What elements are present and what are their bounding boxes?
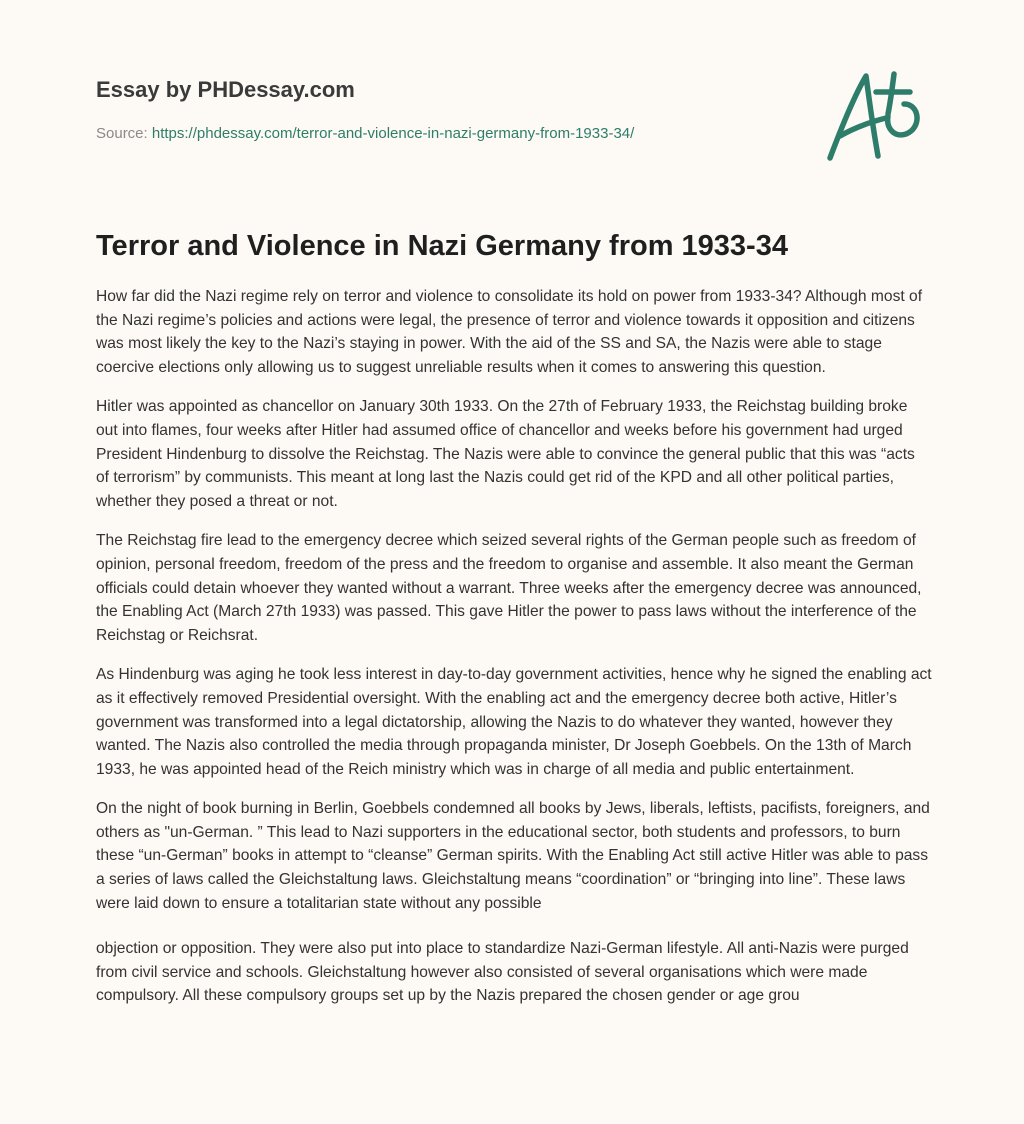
essay-paragraph: How far did the Nazi regime rely on terror and violence to consolidate its hold on power from 1933-34? Although most of the Nazi regime’s policies and actions were legal, the presence of terror and violence towards it opposition and citizens was most likely the key to the Nazi’s staying in power. With the aid of the SS and SA, the Nazis were able to stage coercive elections only allowing us to suggest unreliable results when it comes to answering this question. — [96, 288, 923, 376]
essay-header — [96, 76, 796, 144]
essay-paragraph: Hitler was appointed as chancellor on January 30th 1933. On the 27th of February 1933, the Reichstag building broke out into flames, four weeks after Hitler had assumed office of chancellor and weeks before his government had urged President Hindenburg to dissolve the Reichstag. The Nazis were able to convince the general public that this was “acts of terrorism” by communists. This meant at long last the Nazis could get rid of the KPD and all other political parties, whether they posed a threat or not. — [96, 398, 915, 510]
source-label: Source: — [96, 125, 152, 142]
site-brand: Essay by PHDessay.com — [96, 77, 355, 102]
a-plus-grade-icon — [820, 66, 930, 166]
source-link[interactable]: https://phdessay.com/terror-and-violence-in-nazi-germany-from-1933-34/ — [151, 125, 635, 142]
source-line — [96, 124, 796, 144]
essay-title: Terror and Violence in Nazi Germany from 1933-34 — [96, 230, 788, 262]
essay-paragraph: objection or opposition. They were also put into place to standardize Nazi-German lifestyle. All anti-Nazis were purged from civil service and schools. Gleichstaltung however also consisted of several organisations which were made compulsory. All these compulsory groups set up by the Nazis prepared the chosen gender or age grou — [96, 940, 909, 1005]
essay-body — [96, 285, 932, 1024]
essay-paragraph: The Reichstag fire lead to the emergency decree which seized several rights of the German people such as freedom of opinion, personal freedom, freedom of the press and the freedom to organise and assemble. It also meant the German officials could detain whoever they wanted without a warrant. Three weeks after the emergency decree was announced, the Enabling Act (March 27th 1933) was passed. This gave Hitler the power to pass laws without the interference of the Reichstag or Reichsrat. — [96, 532, 922, 644]
essay-paragraph: On the night of book burning in Berlin, Goebbels condemned all books by Jews, liberals, leftists, pacifists, foreigners, and others as "un-German. ” This lead to Nazi supporters in the educational sector, both students and professors, to burn these “un-German” books in attempt to “cleanse” German spirits. With the Enabling Act still active Hitler was able to pass a series of laws called the Gleichstaltung laws. Gleichstaltung means “coordination” or “bringing into line”. These laws were laid down to ensure a totalitarian state without any possible — [96, 800, 930, 912]
essay-paragraph: As Hindenburg was aging he took less interest in day-to-day government activities, hence why he signed the enabling act as it effectively removed Presidential oversight. With the enabling act and the emergency decree both active, Hitler’s government was transformed into a legal dictatorship, allowing the Nazis to do whatever they wanted, however they wanted. The Nazis also controlled the media through propaganda minister, Dr Joseph Goebbels. On the 13th of March 1933, he was appointed head of the Reich ministry which was in charge of all media and public entertainment. — [96, 666, 932, 778]
